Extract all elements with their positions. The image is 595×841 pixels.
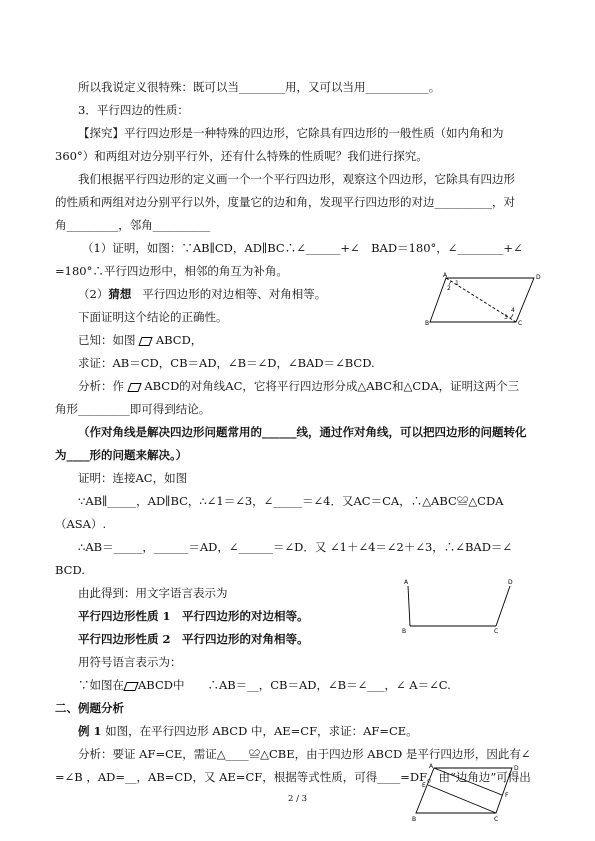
- observe-paragraph-line-3: 角_________，邻角__________: [55, 218, 211, 232]
- parallelogram-symbol-icon: [127, 383, 141, 392]
- vertex-c: C: [494, 628, 499, 635]
- vertex-d: D: [508, 579, 513, 586]
- proof-line-3: ∴AB＝_____，______＝AD，∠______＝∠D．又 ∠1＋∠4＝∠2＋∠3，∴∠BAD＝∠: [78, 540, 513, 554]
- guess-number: （2）: [78, 287, 109, 301]
- given-name: ABCD，: [155, 333, 203, 347]
- proof-line-4: BCD.: [55, 563, 85, 577]
- angle-2: 2: [447, 285, 451, 292]
- symbolic-text: ABCD中 ∴AB＝__，CB＝AD，∠B＝∠___，∠ A＝∠C.: [138, 678, 451, 692]
- analysis-line-2: 角形_________即可得到结论。: [55, 402, 211, 416]
- to-prove-line: 求证：AB＝CD，CB＝AD，∠B＝∠D，∠BAD＝∠BCD.: [78, 356, 375, 370]
- example-analysis-line-2: =∠B ，AD=__，AB=CD，又 AE=CF，根据等式性质，可得____=DF。由“边角边”可得出: [55, 770, 531, 784]
- note-line-2: 为____形的问题来解决。）: [55, 448, 188, 462]
- symbolic-label: ∵如图在: [78, 678, 124, 692]
- section-heading-examples: 二、例题分析: [55, 701, 124, 715]
- note-line-1: （作对角线是解决四边形问题常用的______线，通过作对角线，可以把四边形的问题转化: [78, 425, 527, 439]
- proof-1-line-1: （1）证明，如图：∵AB∥CD，AD∥BC∴∠______+∠ BAD＝180°，∠________+∠: [82, 241, 523, 255]
- conclusion-intro: 由此得到：用文字语言表示为: [78, 586, 228, 600]
- parallelogram-figure-1: [425, 272, 555, 332]
- analysis-label: 分析：作: [78, 379, 124, 393]
- analysis-text: ABCD的对角线AC，它将平行四边形分成△ABC和△CDA，证明这两个三: [144, 379, 520, 393]
- analysis-line-1: [78, 379, 519, 394]
- vertex-b: B: [412, 816, 417, 823]
- example-1-line: [78, 724, 418, 739]
- vertex-a: A: [443, 272, 448, 279]
- explore-paragraph-line-2: 360°）和两组对边分别平行外，还有什么特殊的性质呢？我们进行探究。: [55, 149, 428, 163]
- vertex-c: C: [494, 816, 499, 823]
- property-1: 平行四边形性质 1 平行四边形的对边相等。: [78, 609, 309, 623]
- angle-4: 4: [511, 307, 515, 314]
- given-label: 已知：如图: [78, 333, 136, 347]
- proof-intro: 证明：连接AC，如图: [78, 471, 188, 485]
- vertex-d: D: [514, 765, 519, 772]
- parallelogram-symbol-icon: [123, 682, 138, 691]
- vertex-c: C: [518, 320, 523, 327]
- property-2: 平行四边形性质 2 平行四边形的对角相等。: [78, 632, 309, 646]
- proof-1-line-2: =180°∴平行四边形中，相邻的角互为补角。: [55, 264, 288, 278]
- example-text: 如图，在平行四边形 ABCD 中，AE=CF，求证：AF=CE。: [105, 724, 418, 738]
- guess-line: [78, 287, 326, 302]
- vertex-d: D: [536, 274, 541, 281]
- vertex-b: B: [402, 628, 407, 635]
- section-heading-properties: 3．平行四边的性质：: [78, 103, 189, 117]
- page-number: 2 / 3: [287, 794, 308, 804]
- proof-line-1: ∵AB∥_____，AD∥BC，∴∠1＝∠3，∠_____＝∠4．又AC＝CA，∴△ABC≌△CDA: [78, 494, 504, 508]
- angle-3: 3: [504, 314, 508, 321]
- vertex-b: B: [425, 320, 430, 327]
- point-f: F: [505, 792, 509, 799]
- angle-1: 1: [455, 280, 459, 287]
- guess-text: 平行四边形的对边相等、对角相等。: [142, 287, 327, 301]
- observe-paragraph-line-1: 我们根据平行四边形的定义画一个一个平行四边形，观察这个四边形，它除具有四边形: [78, 172, 515, 186]
- parallelogram-symbol-icon: [139, 337, 153, 346]
- prove-intro: 下面证明这个结论的正确性。: [78, 310, 228, 324]
- definition-blank-line: 所以我说定义很特殊：既可以当________用，又可以当用___________。: [78, 80, 441, 94]
- example-analysis-line-1: 分析：要证 AF=CE，需证△____≌△CBE，由于四边形 ABCD 是平行四边形，因此有∠: [78, 747, 531, 761]
- explore-paragraph-line-1: 【探究】平行四边形是一种特殊的四边形，它除具有四边形的一般性质（如内角和为: [78, 126, 504, 140]
- symbolic-line: [78, 678, 451, 693]
- proof-line-2: （ASA）.: [55, 517, 107, 531]
- given-line: [78, 333, 202, 348]
- observe-paragraph-line-2: 的性质和两组对边分别平行以外，度量它的边和角，发现平行四边形的对边__________，对: [55, 195, 515, 209]
- symbolic-intro: 用符号语言表示为：: [78, 655, 182, 669]
- guess-label: 猜想: [108, 287, 132, 301]
- vertex-a: A: [429, 763, 434, 770]
- parallelogram-figure-2: [400, 578, 513, 638]
- point-e: E: [422, 782, 426, 789]
- vertex-a: A: [404, 579, 409, 586]
- example-label: 例 1: [78, 724, 102, 738]
